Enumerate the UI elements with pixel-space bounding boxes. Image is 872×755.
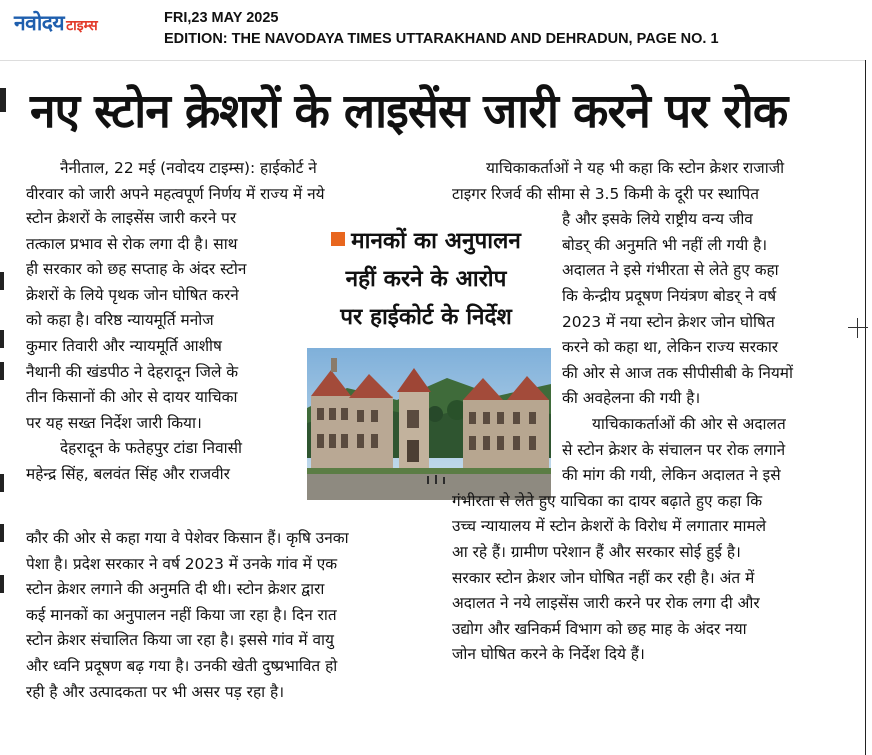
text-line: की मांग की गयी, लेकिन अदालत ने इसे	[562, 466, 781, 485]
orange-square-icon	[331, 232, 345, 246]
text-line: पेशा है। प्रदेश सरकार ने वर्ष 2023 में उनके गांव में एक	[26, 554, 338, 573]
adjacent-article-fragment	[0, 88, 6, 112]
article-headline: नए स्टोन क्रेशरों के लाइसेंस जारी करने पर रोक	[30, 84, 788, 139]
pull-quote-line: नहीं करने के आरोप	[345, 266, 507, 292]
text-line: कौर की ओर से कहा गया वे पेशेवर किसान हैं। कृषि उनका	[26, 529, 349, 547]
text-line: क्रेशरों के लिये पृथक जोन घोषित करने	[26, 285, 239, 304]
adjacent-article-fragment	[0, 272, 4, 290]
text-line: की अवहेलना की गयी है।	[562, 389, 701, 408]
text-line: कि केन्द्रीय प्रदूषण नियंत्रण बोडर् ने वर्ष	[562, 286, 777, 305]
text-line: कुमार तिवारी और न्यायमूर्ति आशीष	[26, 336, 222, 355]
text-line: याचिकाकर्ताओं की ओर से अदालत	[592, 414, 786, 433]
adjacent-article-fragment	[0, 524, 4, 542]
column-border	[865, 60, 866, 755]
text-line: देहरादून के फतेहपुर टांडा निवासी	[60, 439, 243, 458]
date-line: FRI,23 MAY 2025	[164, 10, 279, 26]
text-line: स्टोन क्रेशर लगाने की अनुमति दी थी। स्टोन क्रेशर द्वारा	[26, 580, 325, 599]
text-line: रही है और उत्पादकता पर भी असर पड़ रहा है।	[26, 682, 285, 701]
text-line: महेन्द्र सिंह, बलवंत सिंह और राजवीर	[26, 464, 230, 483]
text-line: ही सरकार को छह सप्ताह के अंदर स्टोन	[26, 260, 247, 279]
left-column-middle	[26, 206, 296, 488]
adjacent-article-fragment	[0, 575, 4, 593]
text-line: स्टोन क्रेशर संचालित किया जा रहा है। इससे गांव में वायु	[26, 631, 334, 650]
text-line: टाइगर रिजर्व की सीमा से 3.5 किमी के दूरी पर स्थापित	[452, 184, 760, 203]
masthead	[0, 0, 872, 58]
text-line: को कहा है। वरिष्ठ न्यायमूर्ति मनोज	[26, 311, 214, 330]
pull-quote-line: मानकों का अनुपालन	[306, 222, 546, 260]
left-column-top	[26, 156, 420, 207]
left-column-bottom	[26, 526, 424, 705]
text-line: नैनीताल, 22 मई (नवोदय टाइम्स): हाईकोर्ट ने	[60, 159, 317, 177]
text-line: वीरवार को जारी अपने महत्वपूर्ण निर्णय में राज्य में नये	[26, 184, 325, 203]
pull-quote-line: पर हाईकोर्ट के निर्देश	[340, 304, 512, 330]
text-line: सरकार स्टोन क्रेशर जोन घोषित नहीं कर रही है। अंत में	[452, 568, 755, 587]
text-line: अदालत ने इसे गंभीरता से लेते हुए कहा	[562, 261, 779, 280]
text-line: गंभीरता से लेते हुए याचिका का दायर बढ़ाते हुए कहा कि	[452, 491, 763, 510]
text-line: अदालत ने नये लाइसेंस जारी करने पर रोक लगा दी और	[452, 594, 760, 613]
edition-line: EDITION: THE NAVODAYA TIMES UTTARAKHAND AND DEHRADUN, PAGE NO. 1	[164, 31, 719, 47]
logo-main-text: नवोदय	[14, 11, 65, 35]
text-line: नैथानी की खंडपीठ ने देहरादून जिले के	[26, 362, 239, 381]
logo-sub-text: टाइम्स	[66, 17, 98, 34]
text-line: बोडर् की अनुमति भी नहीं ली गयी है।	[562, 235, 768, 254]
header-divider	[0, 60, 866, 61]
crosshair-icon	[848, 318, 868, 338]
text-line: कई मानकों का अनुपालन नहीं किया जा रहा है। दिन रात	[26, 605, 337, 624]
text-line: तत्काल प्रभाव से रोक लगा दी है। साथ	[26, 234, 238, 253]
text-line: से स्टोन क्रेशर के संचालन पर रोक लगाने	[562, 440, 786, 459]
text-line: 2023 में नया स्टोन क्रेशर जोन घोषित	[562, 312, 775, 331]
text-line: उद्योग और खनिकर्म विभाग को छह माह के अंदर नया	[452, 619, 747, 638]
adjacent-article-fragment	[0, 330, 4, 348]
newspaper-logo[interactable]	[14, 8, 140, 38]
text-line: है और इसके लिये राष्ट्रीय वन्य जीव	[562, 210, 753, 229]
text-line: करने को कहा था, लेकिन राज्य सरकार	[562, 338, 779, 357]
text-line: आ रहे हैं। ग्रामीण परेशान हैं और सरकार सोई हुई है।	[452, 542, 741, 561]
text-line: जोन घोषित करने के निर्देश दिये हैं।	[452, 645, 645, 664]
text-line: की ओर से आज तक सीपीसीबी के नियमों	[562, 363, 793, 382]
adjacent-article-fragment	[0, 474, 4, 492]
text-line: और ध्वनि प्रदूषण बढ़ गया है। उनकी खेती दुष्प्रभावित हो	[26, 656, 338, 675]
text-line: तीन किसानों की ओर से दायर याचिका	[26, 388, 238, 407]
text-line: पर यह सख्त निर्देश जारी किया।	[26, 413, 202, 432]
right-column	[452, 156, 844, 668]
edition-info	[164, 8, 719, 50]
adjacent-article-fragment	[0, 362, 4, 380]
text-line: स्टोन क्रेशरों के लाइसेंस जारी करने पर	[26, 209, 237, 227]
text-line: याचिकाकर्ताओं ने यह भी कहा कि स्टोन क्रेशर राजाजी	[486, 159, 785, 177]
text-line: उच्च न्यायालय में स्टोन क्रेशरों के विरोध में लगातार मामले	[452, 517, 767, 536]
